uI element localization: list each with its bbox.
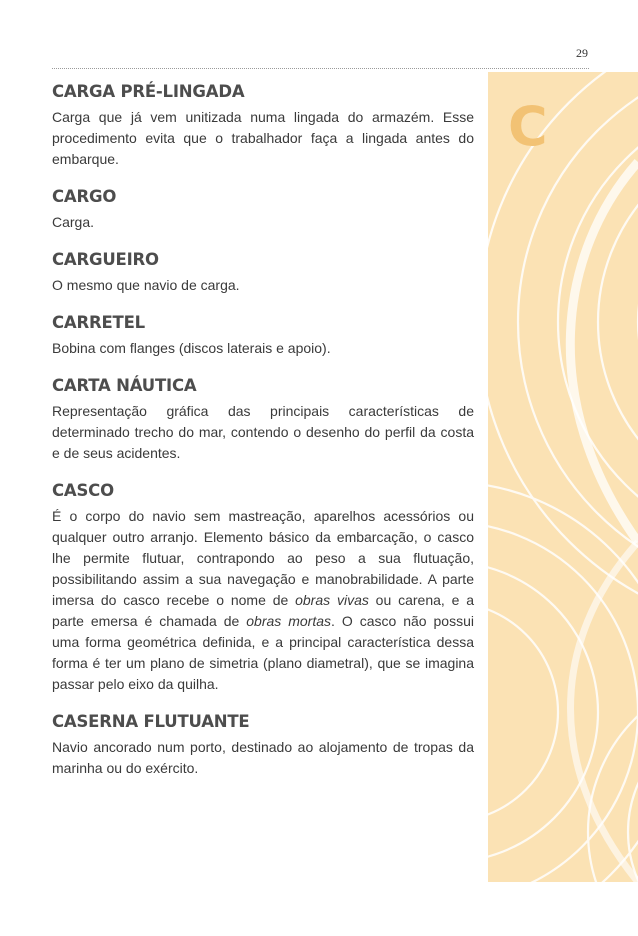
term-heading: CASCO: [52, 481, 114, 500]
term-heading: CARGUEIRO: [52, 250, 159, 269]
term-definition: Carga que já vem unitizada numa lingada do armazém. Esse procedimento evita que o trabalhador faça a lingada antes do embarque.: [52, 109, 474, 167]
term-heading: CARGA PRÉ-LINGADA: [52, 82, 245, 101]
term-definition: Representação gráfica das principais características de determinado trecho do mar, contendo o desenho do perfil da costa e de seus acidentes.: [52, 403, 474, 461]
entry-cargueiro: [52, 250, 474, 296]
definition-emphasis: obras vivas: [295, 592, 369, 608]
entry-caserna-flutuante: [52, 712, 474, 779]
definition-emphasis: obras mortas: [246, 613, 332, 629]
entry-carta-nautica: [52, 376, 474, 464]
term-definition: Navio ancorado num porto, destinado ao alojamento de tropas da marinha ou do exército.: [52, 739, 474, 776]
term-heading: CASERNA FLUTUANTE: [52, 712, 250, 731]
term-heading: CARTA NÁUTICA: [52, 376, 197, 395]
header-rule: [52, 68, 589, 69]
entry-carretel: [52, 313, 474, 359]
term-heading: CARRETEL: [52, 313, 146, 332]
section-letter: C: [508, 95, 548, 158]
definition-text: . O casco não possui uma forma geométrica definida, e a principal característica dessa forma é ter um plano de simetria (plano diametral), que se imagina passar pelo eixo da quilha.: [52, 613, 474, 692]
definition-text: ou carena, e a parte emersa é chamada de: [52, 592, 474, 629]
glossary-content: [52, 82, 474, 796]
decorative-side-band: [488, 72, 638, 882]
entry-cargo: [52, 187, 474, 233]
term-definition: O mesmo que navio de carga.: [52, 277, 240, 293]
term-definition: [52, 506, 474, 695]
page-number: 29: [576, 46, 588, 60]
definition-text: É o corpo do navio sem mastreação, aparelhos acessórios ou qualquer outro arranjo. Elemento básico da embarcação, o casco lhe permite flutuar, contrapondo ao peso a sua flutuação, possibilitando assim a sua navegação e manobrabilidade. A parte imersa do casco recebe o nome de: [52, 508, 474, 608]
entry-casco: [52, 481, 474, 695]
entry-carga-pre-lingada: [52, 82, 474, 170]
term-heading: CARGO: [52, 187, 117, 206]
term-definition: Bobina com flanges (discos laterais e apoio).: [52, 340, 331, 356]
term-definition: Carga.: [52, 214, 95, 230]
